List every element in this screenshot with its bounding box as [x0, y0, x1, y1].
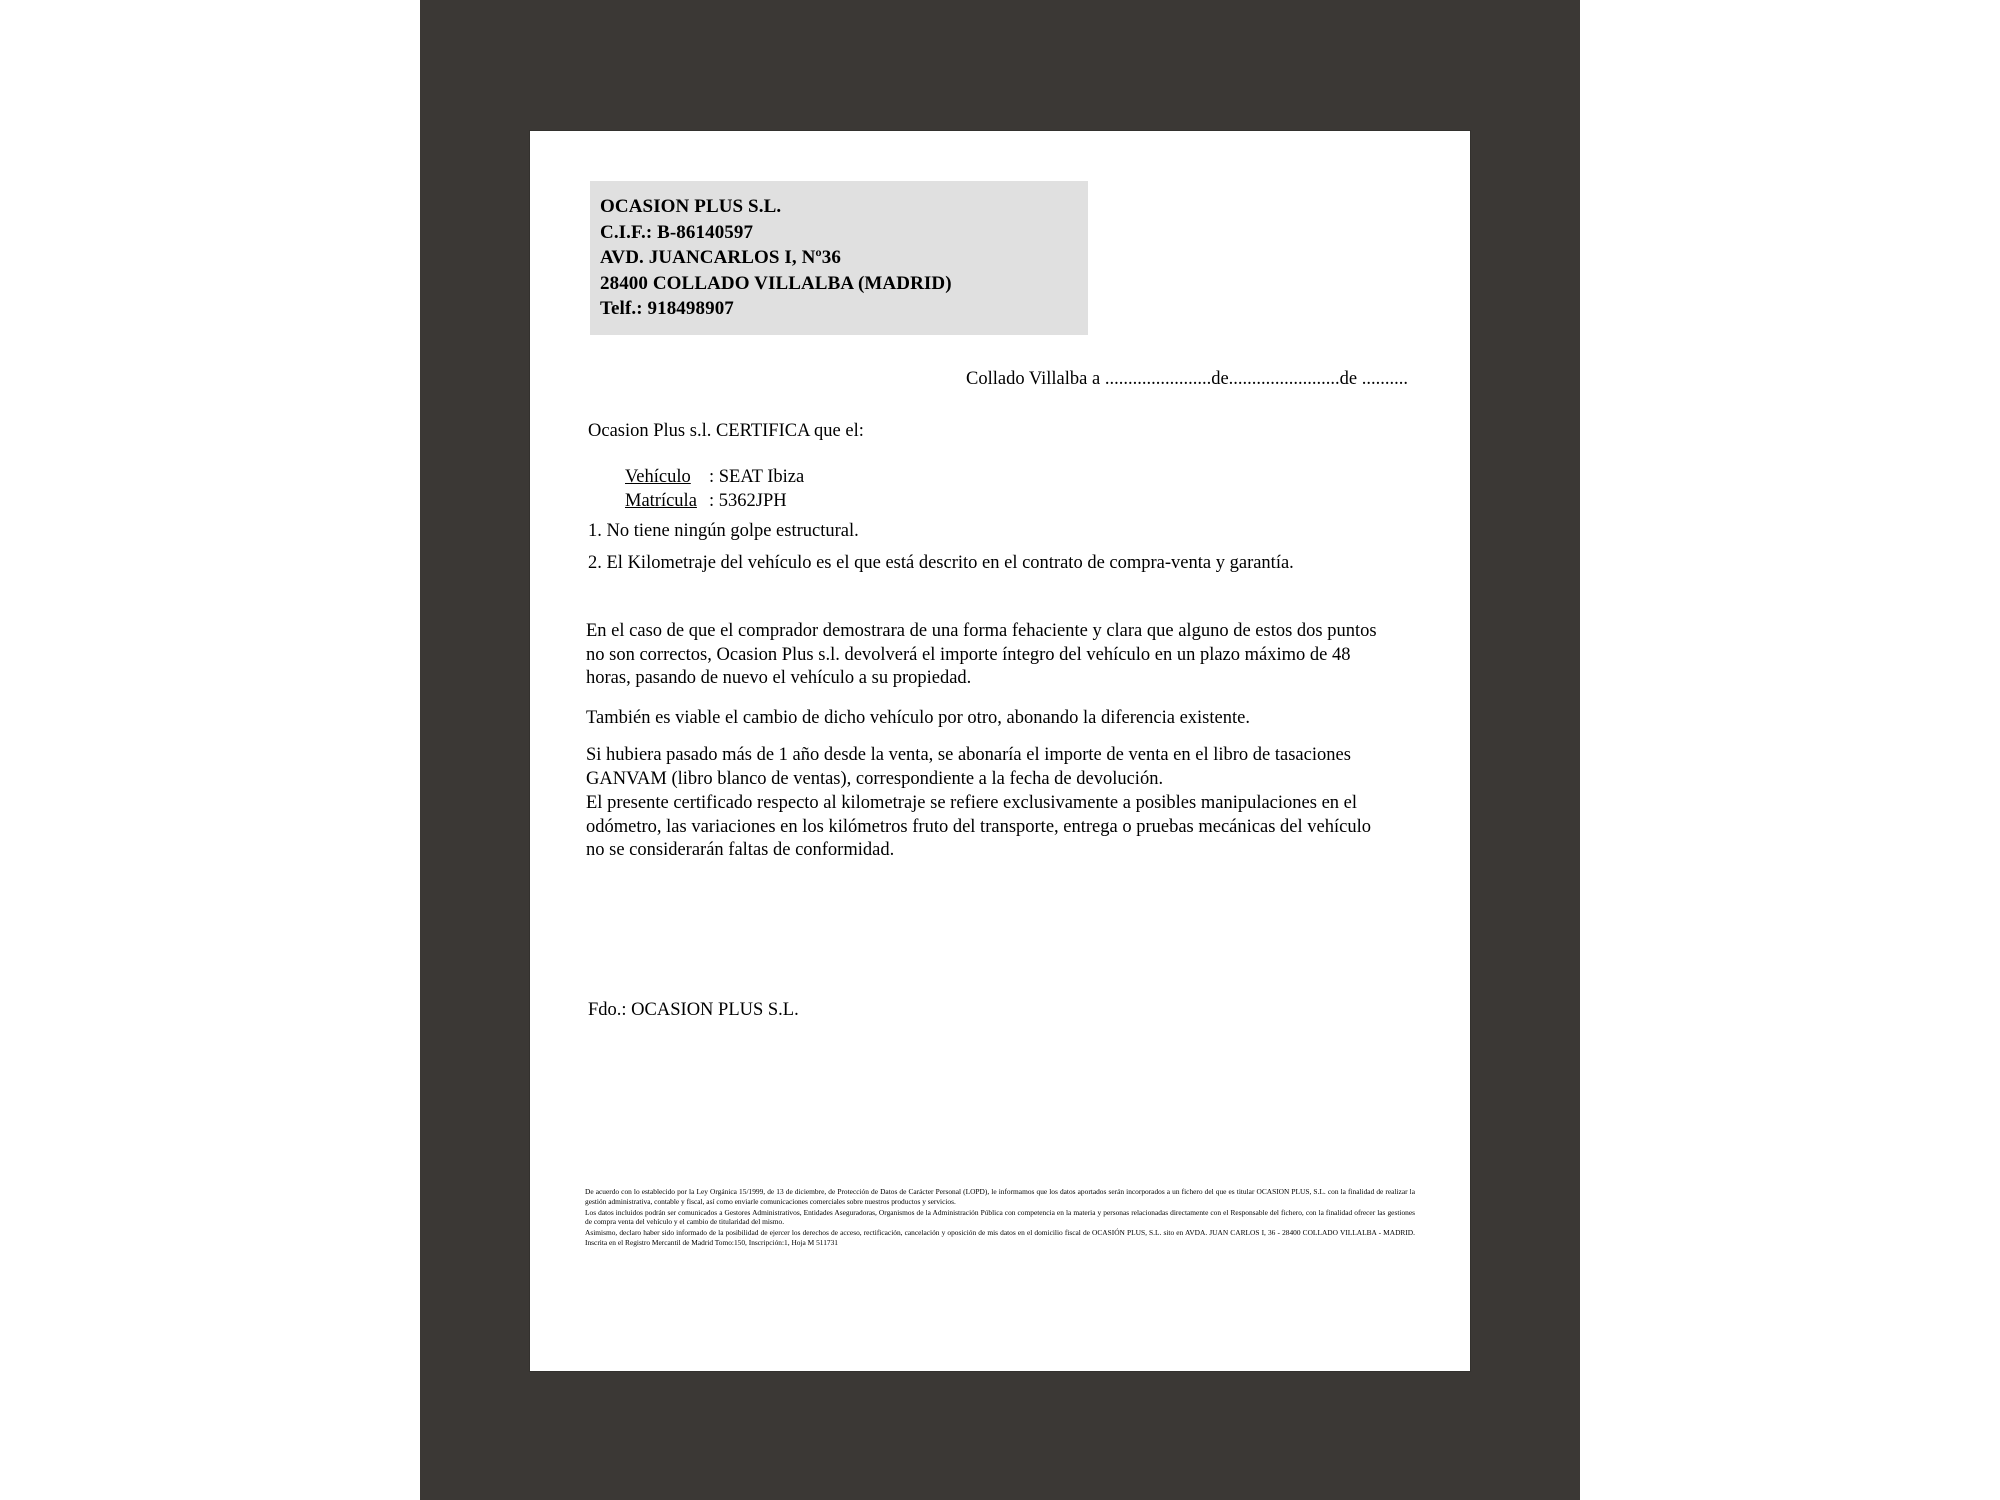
paragraph-odometer-scope: El presente certificado respecto al kilometraje se refiere exclusivamente a posibles manipulaciones en el odómetro, las variaciones en los kilómetros fruto del transporte, entrega o pruebas mecánicas del vehículo no se considerarán faltas de conformidad. [586, 793, 1371, 860]
field-separator-matricula: : [709, 491, 719, 511]
company-phone: Telf.: 918498907 [600, 298, 734, 319]
company-city: 28400 COLLADO VILLALBA (MADRID) [600, 272, 952, 294]
field-label-matricula: Matrícula [625, 491, 697, 511]
company-address: AVD. JUANCARLOS I, Nº36 [600, 247, 841, 268]
certifies-intro: Ocasion Plus s.l. CERTIFICA que el: [588, 421, 864, 441]
clause-item-2: 2. El Kilometraje del vehículo es el que está descrito en el contrato de compra-venta y garantía. [588, 553, 1294, 573]
field-value-vehiculo: SEAT Ibiza [718, 467, 805, 487]
paragraph-exchange-option: También es viable el cambio de dicho vehículo por otro, abonando la diferencia existente. [586, 708, 1250, 728]
company-header-block [590, 181, 1088, 335]
document-page [530, 131, 1470, 1371]
legal-paragraph-1: De acuerdo con lo establecido por la Ley Orgánica 15/1999, de 13 de diciembre, de Protección de Datos de Carácter Personal (LOPD), le informamos que los datos aportados serán incorporados a un fichero del que es titular OCASION PLUS, S.L. con la finalidad de realizar la gestión administrativa, contable y fiscal, así como enviarle comunicaciones comerciales sobre nuestros productos y servicios. [585, 1187, 1415, 1206]
legal-paragraph-2: Los datos incluidos podrán ser comunicados a Gestores Administrativos, Entidades Aseguradoras, Organismos de la Administración Pública con competencia en la materia y personas relacionadas directamente con el Responsable del fichero, con la finalidad ofrecer las gestiones de compra venta del vehículo y el cambio de titularidad del mismo. [585, 1207, 1415, 1227]
clause-item-1: 1. No tiene ningún golpe estructural. [588, 521, 859, 541]
page-content [530, 131, 1470, 1371]
signature-line: Fdo.: OCASION PLUS S.L. [588, 1000, 799, 1020]
paragraph-refund-terms: En el caso de que el comprador demostrara de una forma fehaciente y clara que alguno de estos dos puntos no son correctos, Ocasion Plus s.l. devolverá el importe íntegro del vehículo en un plazo máximo de 48 horas, pasando de nuevo el vehículo a su propiedad. [586, 621, 1377, 688]
date-line: Collado Villalba a .......................de........................de .......... [966, 369, 1408, 389]
field-label-vehiculo: Vehículo [625, 467, 691, 487]
paragraph-one-year-clause: Si hubiera pasado más de 1 año desde la venta, se abonaría el importe de venta en el libro de tasaciones GANVAM (libro blanco de ventas), correspondiente a la fecha de devolución. [586, 745, 1351, 789]
company-cif: C.I.F.: B-86140597 [600, 221, 754, 243]
field-separator-vehiculo: : [709, 467, 719, 487]
legal-paragraph-3: Asimismo, declaro haber sido informado de la posibilidad de ejercer los derechos de acceso, rectificación, cancelación y oposición de mis datos en el domicilio fiscal de OCASIÓN PLUS, S.L. sito en AVDA. JUAN CARLOS I, 36 - 28400 COLLADO VILLALBA - MADRID. Inscrita en el Registro Mercantil de Madrid Tomo:150, Inscripción:1, Hoja M 511731 [585, 1228, 1415, 1247]
field-value-matricula: 5362JPH [718, 491, 787, 511]
company-name: OCASION PLUS S.L. [600, 196, 782, 217]
legal-notice [585, 1187, 1415, 1249]
